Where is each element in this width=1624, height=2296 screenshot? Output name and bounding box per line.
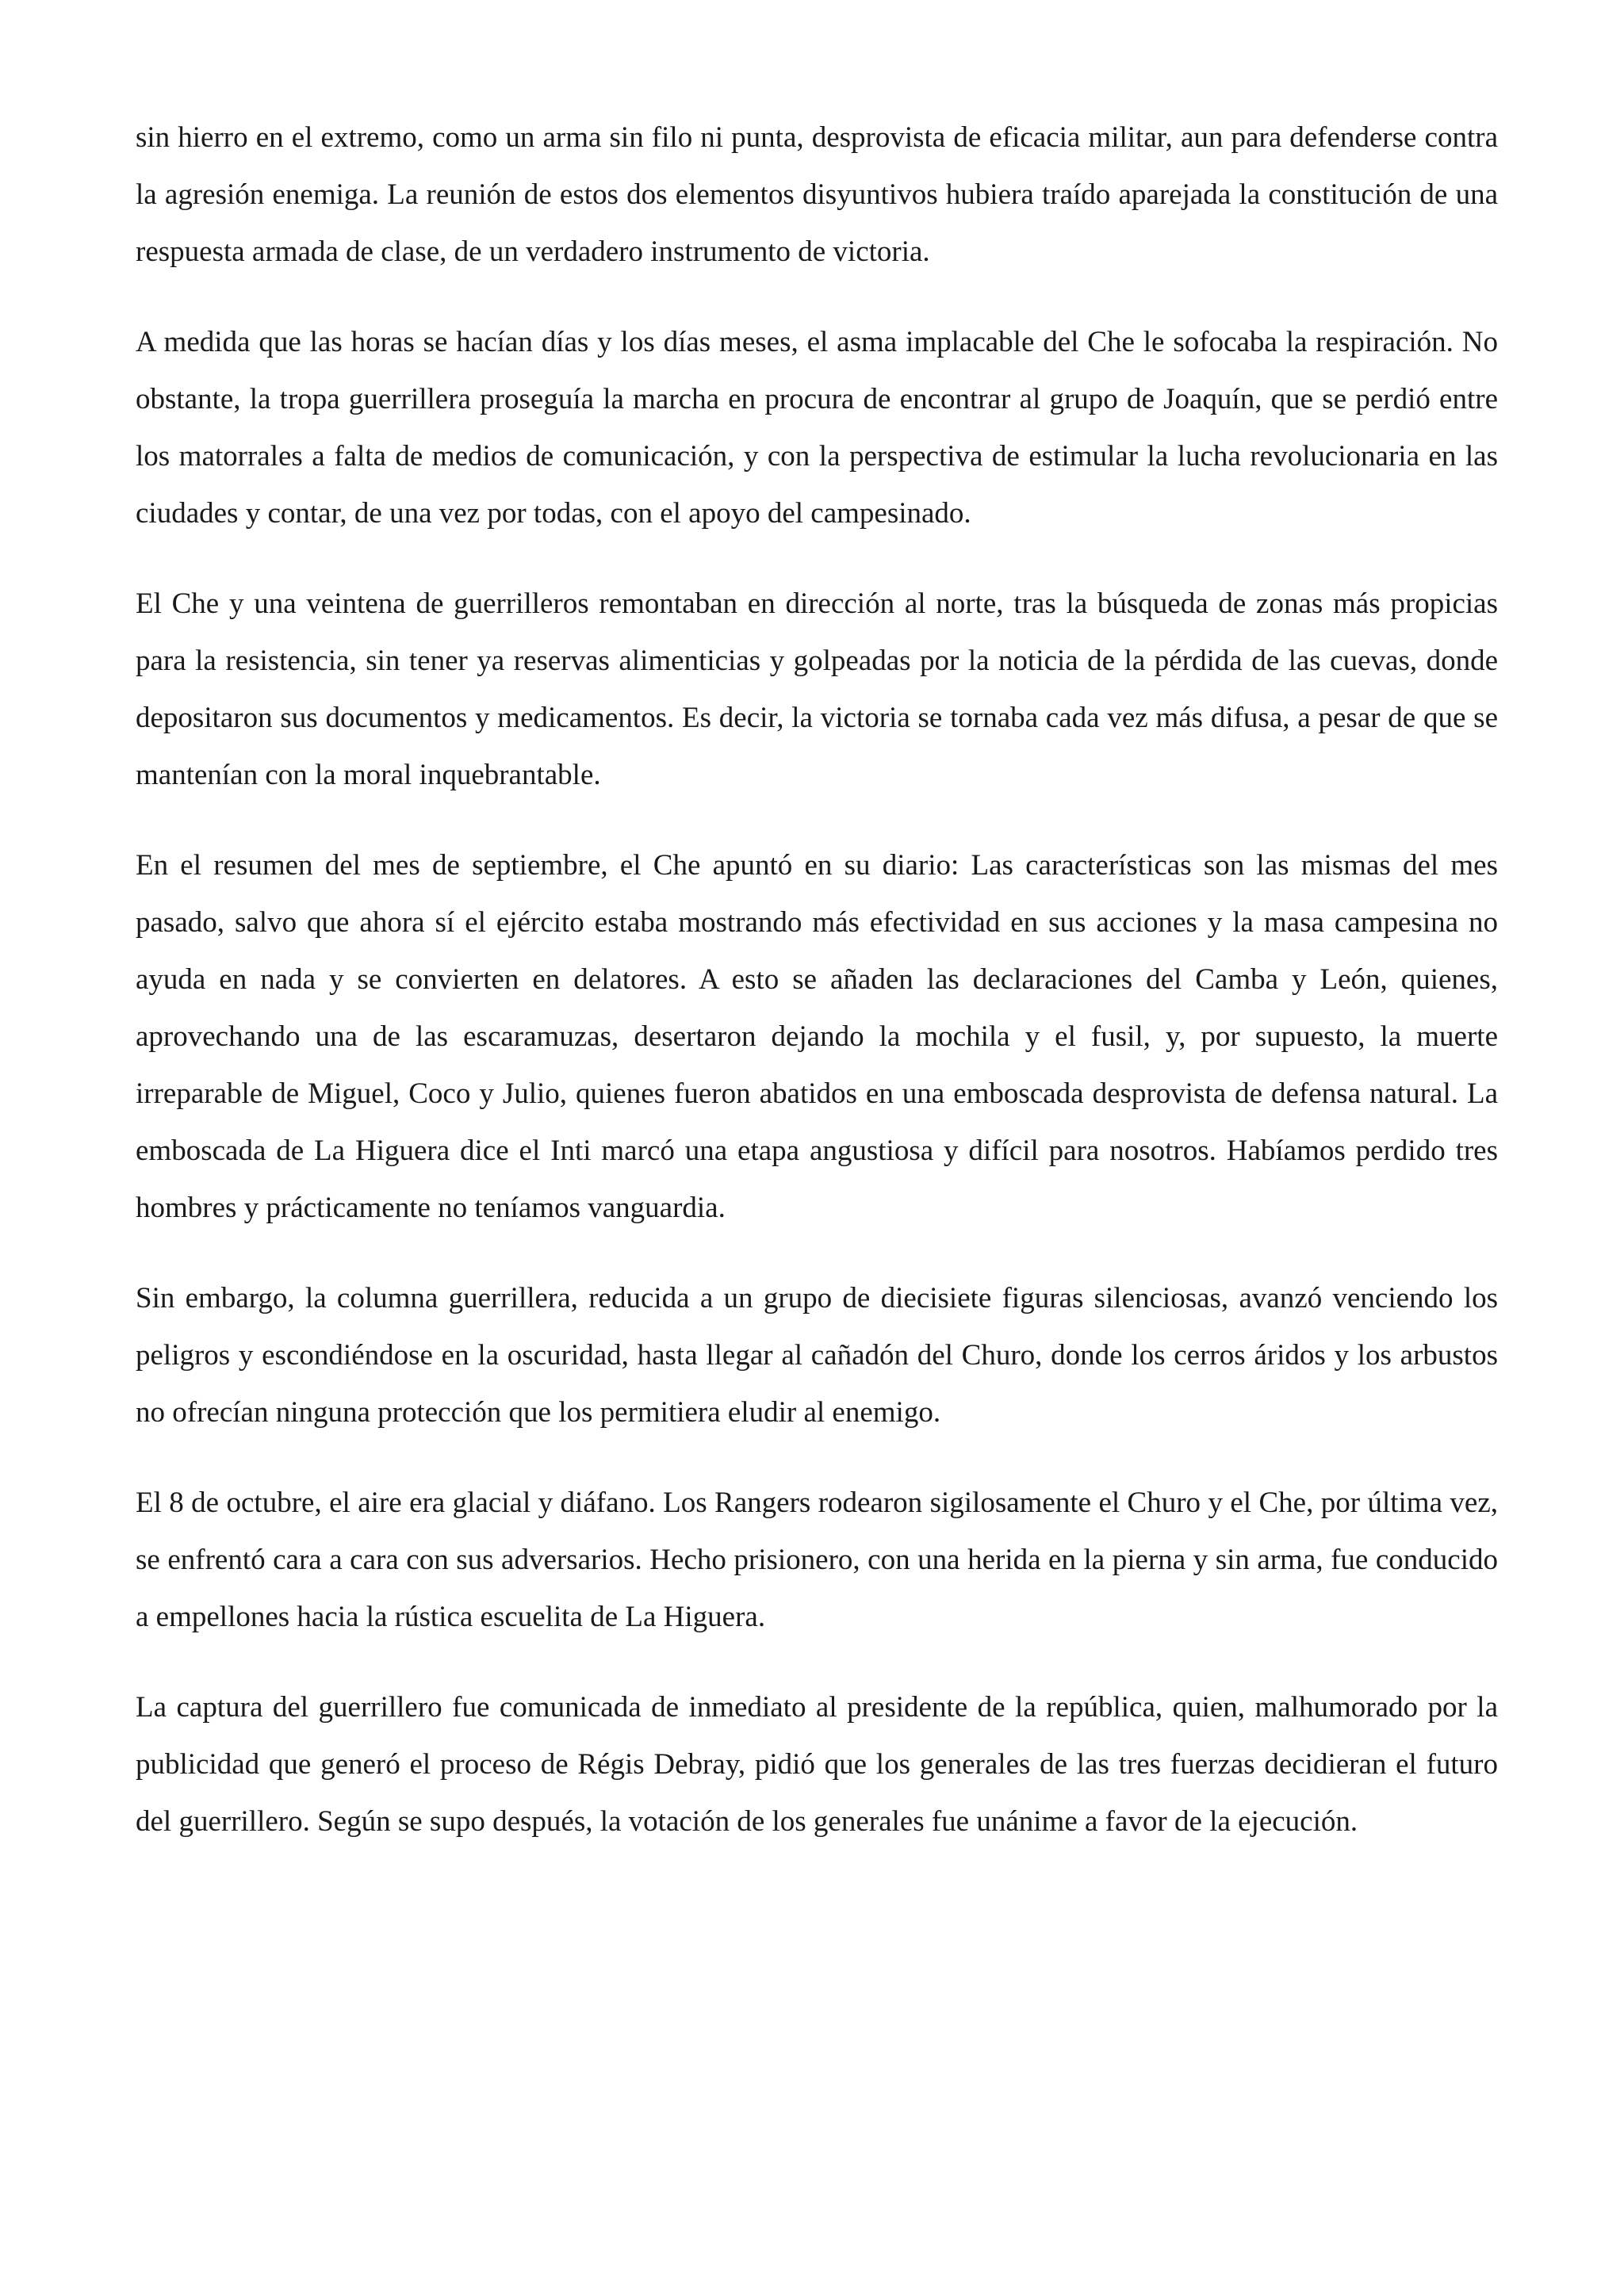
body-text (136, 109, 1498, 1884)
paragraph-5: Sin embargo, la columna guerrillera, reducida a un grupo de diecisiete figuras silenciosas, avanzó venciendo los peligros y escondiéndose en la oscuridad, hasta llegar al cañadón del Churo, donde los cerros áridos y los arbustos no ofrecían ninguna protección que los permitiera eludir al enemigo. (136, 1282, 1498, 1429)
paragraph-1: sin hierro en el extremo, como un arma sin filo ni punta, desprovista de eficacia militar, aun para defenderse contra la agresión enemiga. La reunión de estos dos elementos disyuntivos hubiera traído aparejada la constitución de una respuesta armada de clase, de un verdadero instrumento de victoria. (136, 121, 1498, 268)
paragraph-3: El Che y una veintena de guerrilleros remontaban en dirección al norte, tras la búsqueda de zonas más propicias para la resistencia, sin tener ya reservas alimenticias y golpeadas por la noticia de la pérdida de las cuevas, donde depositaron sus documentos y medicamentos. Es decir, la victoria se tornaba cada vez más difusa, a pesar de que se mantenían con la moral inquebrantable. (136, 587, 1498, 791)
paragraph-6: El 8 de octubre, el aire era glacial y diáfano. Los Rangers rodearon sigilosamente el Churo y el Che, por última vez, se enfrentó cara a cara con sus adversarios. Hecho prisionero, con una herida en la pierna y sin arma, fue conducido a empellones hacia la rústica escuelita de La Higuera. (136, 1487, 1498, 1633)
paragraph-2: A medida que las horas se hacían días y los días meses, el asma implacable del Che le sofocaba la respiración. No obstante, la tropa guerrillera proseguía la marcha en procura de encontrar al grupo de Joaquín, que se perdió entre los matorrales a falta de medios de comunicación, y con la perspectiva de estimular la lucha revolucionaria en las ciudades y contar, de una vez por todas, con el apoyo del campesinado. (136, 326, 1498, 530)
paragraph-4: En el resumen del mes de septiembre, el Che apuntó en su diario: Las características son las mismas del mes pasado, salvo que ahora sí el ejército estaba mostrando más efectividad en sus acciones y la masa campesina no ayuda en nada y se convierten en delatores. A esto se añaden las declaraciones del Camba y León, quienes, aprovechando una de las escaramuzas, desertaron dejando la mochila y el fusil, y, por supuesto, la muerte irreparable de Miguel, Coco y Julio, quienes fueron abatidos en una emboscada desprovista de defensa natural. La emboscada de La Higuera dice el Inti marcó una etapa angustiosa y difícil para nosotros. Habíamos perdido tres hombres y prácticamente no teníamos vanguardia. (136, 849, 1498, 1224)
paragraph-7: La captura del guerrillero fue comunicada de inmediato al presidente de la república, quien, malhumorado por la publicidad que generó el proceso de Régis Debray, pidió que los generales de las tres fuerzas decidieran el futuro del guerrillero. Según se supo después, la votación de los generales fue unánime a favor de la ejecución. (136, 1691, 1498, 1838)
